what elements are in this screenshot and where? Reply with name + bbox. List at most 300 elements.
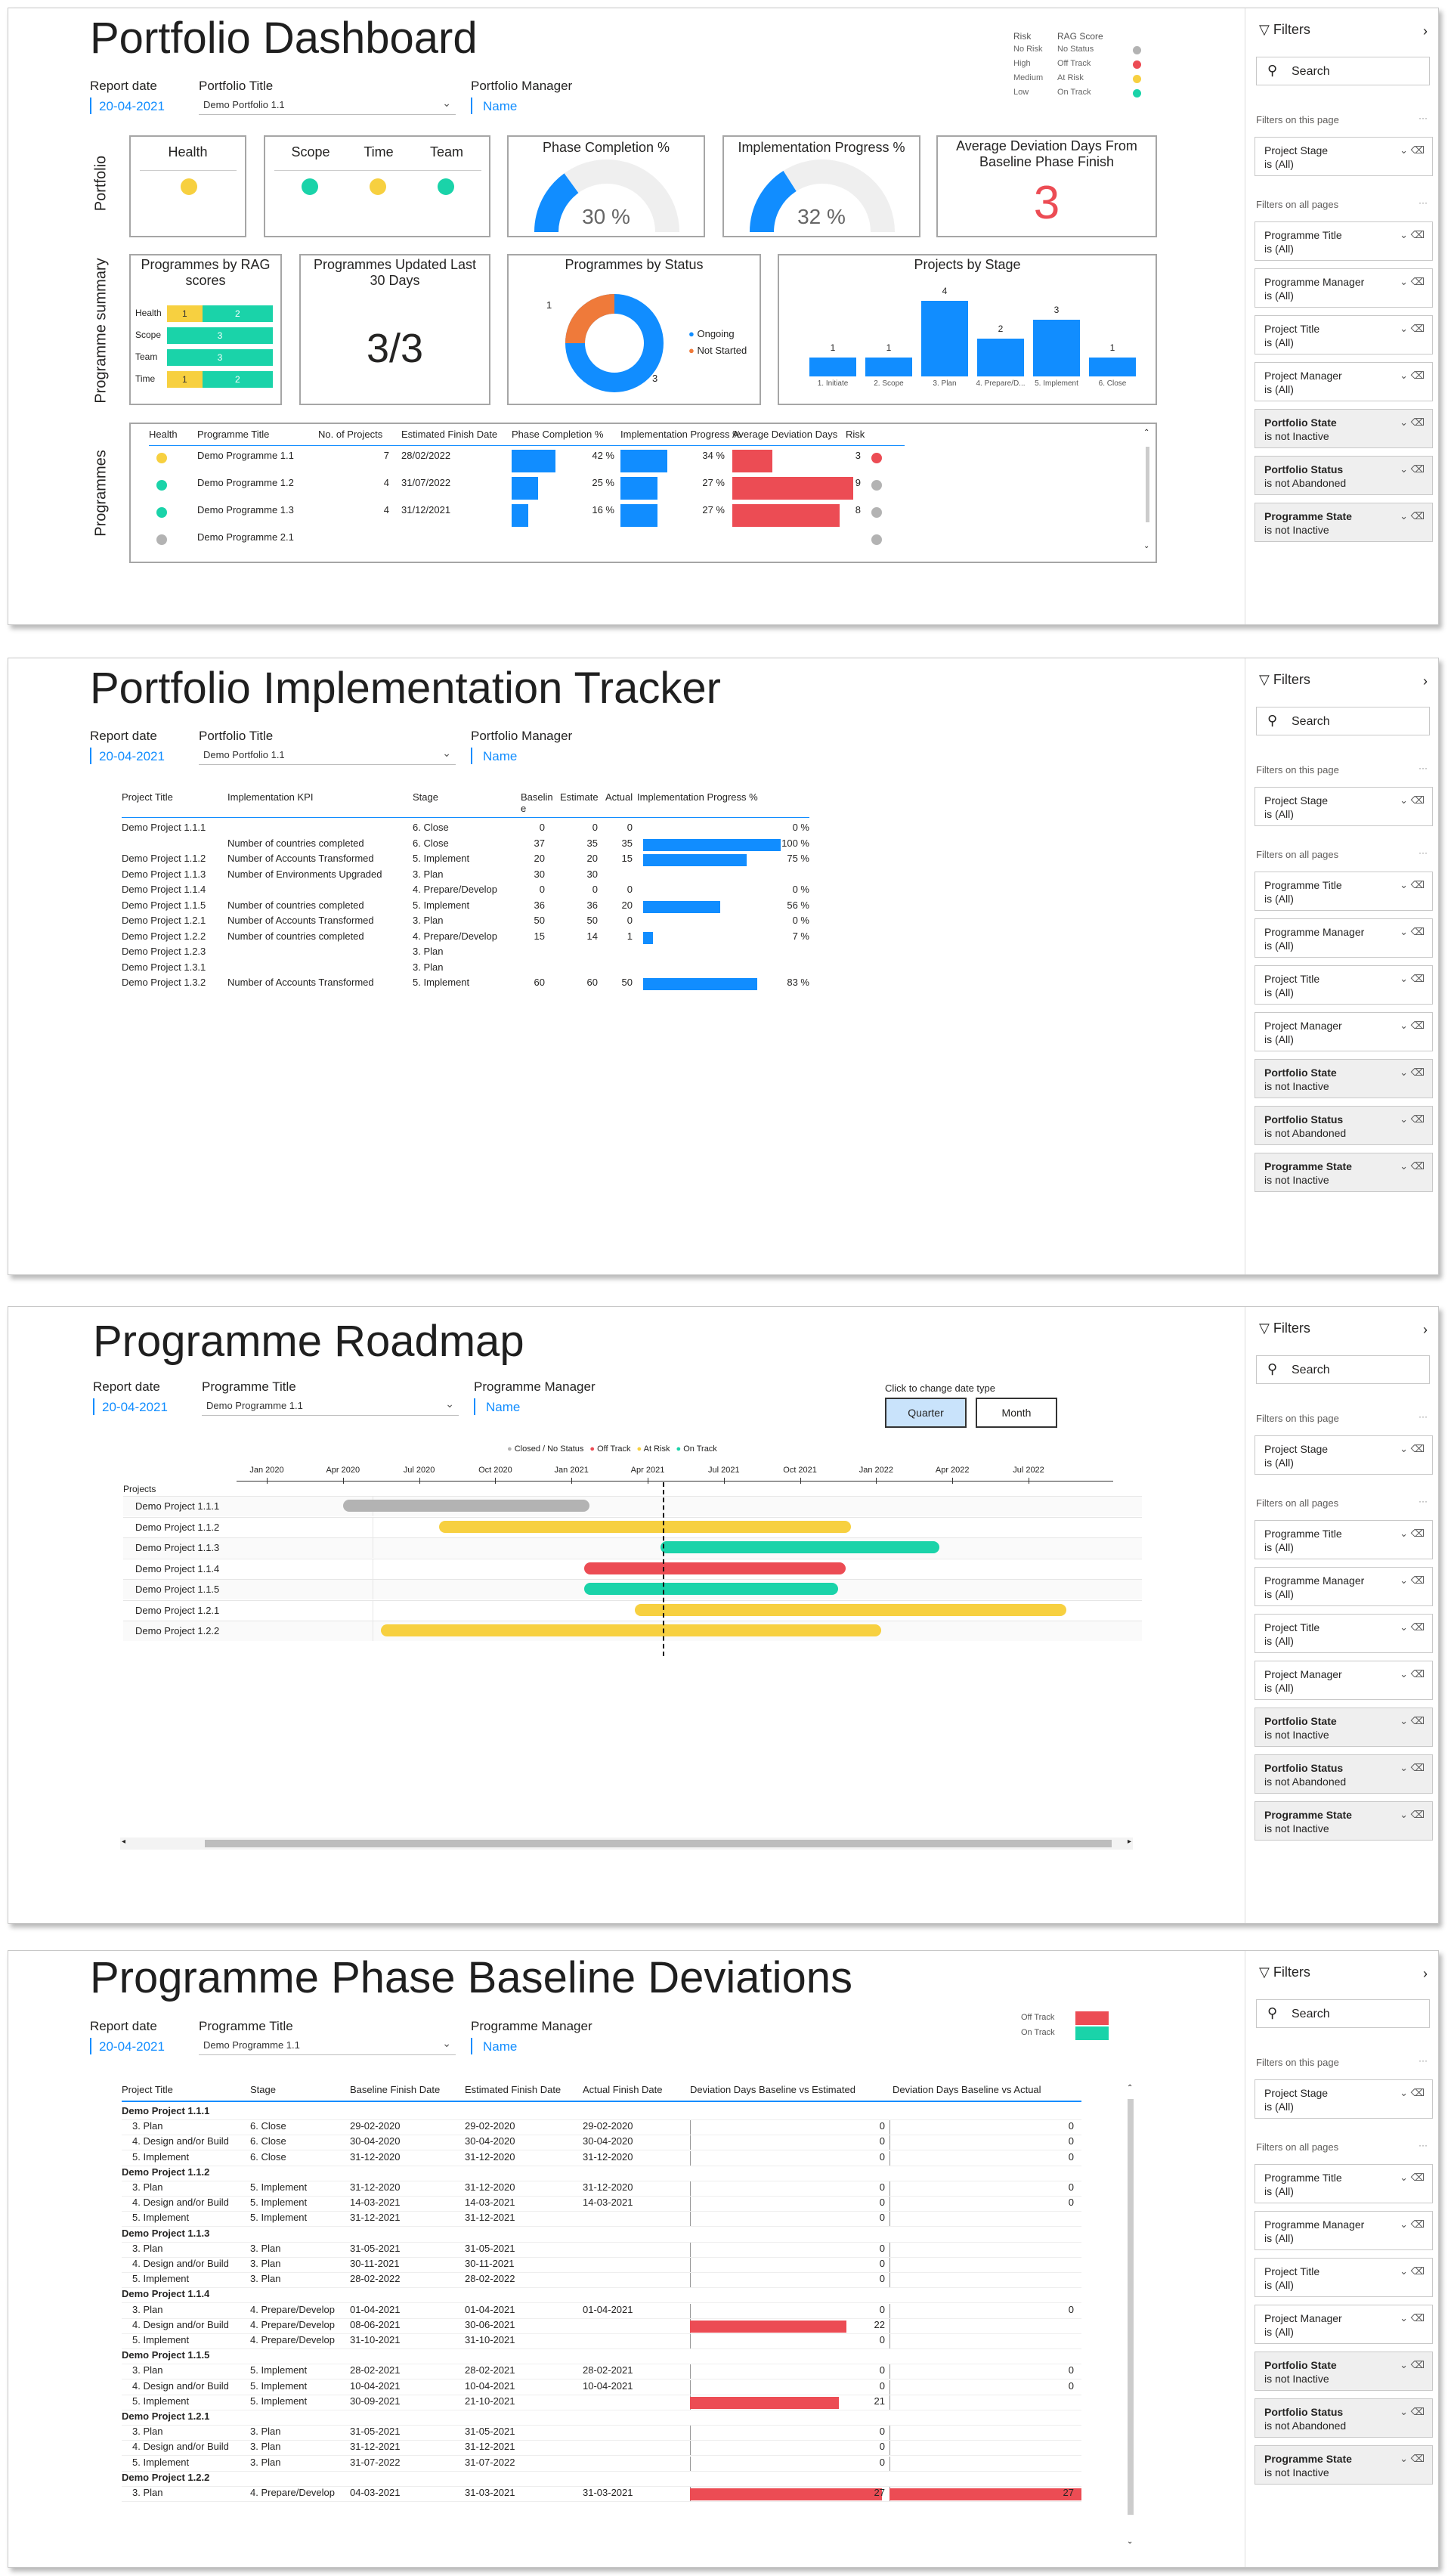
filter-actions-icon[interactable]: ⌄ ⌫ xyxy=(1400,1020,1425,1031)
gantt-legend xyxy=(507,1444,723,1454)
more-options-icon[interactable]: ··· xyxy=(1419,2140,1428,2150)
actual-finish-date: 31-03-2021 xyxy=(583,2487,633,2498)
filter-card-project-manager[interactable] xyxy=(1255,1012,1433,1051)
project-title[interactable]: Demo Project 1.1.1 xyxy=(122,822,206,833)
filter-card-project-stage[interactable] xyxy=(1255,1435,1433,1475)
filter-card-programme-state[interactable] xyxy=(1255,1801,1433,1841)
filter-actions-icon[interactable]: ⌄ ⌫ xyxy=(1400,879,1425,890)
column-header[interactable]: Implementation Progress % xyxy=(620,429,741,440)
report-date-value[interactable]: 20-04-2021 xyxy=(99,99,165,113)
filter-card-project-title[interactable] xyxy=(1255,965,1433,1005)
table-row[interactable] xyxy=(122,868,802,884)
filter-actions-icon[interactable]: ⌄ ⌫ xyxy=(1400,2359,1425,2370)
filter-card-programme-title[interactable] xyxy=(1255,221,1433,261)
gantt-project-label[interactable]: Demo Project 1.1.1 xyxy=(135,1500,220,1512)
filter-actions-icon[interactable]: ⌄ ⌫ xyxy=(1400,2453,1425,2464)
filter-card-portfolio-status[interactable] xyxy=(1255,1106,1433,1145)
deviation-estimated-value: 27 xyxy=(874,2487,885,2498)
estimated-finish-date: 21-10-2021 xyxy=(465,2395,515,2407)
table-row[interactable] xyxy=(131,450,1143,475)
filter-actions-icon[interactable]: ⌄ ⌫ xyxy=(1400,229,1425,240)
filters-on-page-label: Filters on this page xyxy=(1256,2057,1339,2068)
baseline-finish-date: 30-09-2021 xyxy=(350,2395,401,2407)
gantt-bar[interactable] xyxy=(584,1562,846,1574)
table-row[interactable] xyxy=(122,2441,1081,2456)
stage-bar[interactable] xyxy=(977,339,1024,376)
filter-name: Portfolio State xyxy=(1264,1715,1337,1727)
filter-card-project-stage[interactable] xyxy=(1255,787,1433,826)
filter-card-programme-manager[interactable] xyxy=(1255,268,1433,308)
filter-card-portfolio-state[interactable] xyxy=(1255,1059,1433,1098)
table-row[interactable] xyxy=(122,2319,1081,2334)
table-row[interactable] xyxy=(122,2151,1081,2166)
implementation-progress-value: 56 % xyxy=(787,899,809,911)
legend-dot xyxy=(1133,60,1141,69)
project-title[interactable]: Demo Project 1.3.1 xyxy=(122,961,206,973)
filter-actions-icon[interactable]: ⌄ ⌫ xyxy=(1400,2312,1425,2324)
health-card[interactable]: Health xyxy=(129,135,246,237)
table-row[interactable] xyxy=(122,2258,1081,2273)
programmes-by-rag-card[interactable]: Programmes by RAG scores Health 1 2 Scope 3 Team 3 Time 1 2 xyxy=(129,254,282,405)
filter-value: is (All) xyxy=(1264,2101,1294,2113)
table-row[interactable] xyxy=(122,2212,1081,2227)
filter-actions-icon[interactable]: ⌄ ⌫ xyxy=(1400,276,1425,287)
table-row[interactable] xyxy=(122,2135,1081,2150)
column-header[interactable]: Estimated Finish Date xyxy=(465,2084,562,2095)
project-group-title[interactable]: Demo Project 1.1.4 xyxy=(122,2288,210,2300)
filter-actions-icon[interactable]: ⌄ ⌫ xyxy=(1400,1113,1425,1125)
filter-card-programme-title[interactable] xyxy=(1255,1520,1433,1559)
implementation-progress-card[interactable]: Implementation Progress % 32 % xyxy=(722,135,920,237)
column-header[interactable]: Programme Title xyxy=(197,429,270,440)
portfolio-title-dropdown[interactable]: Demo Portfolio 1.1 ⌄ xyxy=(199,745,456,765)
project-group-title[interactable]: Demo Project 1.1.2 xyxy=(122,2166,210,2178)
filter-actions-icon[interactable]: ⌄ ⌫ xyxy=(1400,926,1425,937)
filter-card-project-title[interactable] xyxy=(1255,2258,1433,2297)
legend-not-started: ● Not Started xyxy=(688,345,747,356)
programme-title-dropdown[interactable]: Demo Programme 1.1 ⌄ xyxy=(199,2036,456,2055)
filter-actions-icon[interactable]: ⌄ ⌫ xyxy=(1400,1762,1425,1773)
project-group-title[interactable]: Demo Project 1.1.3 xyxy=(122,2227,210,2239)
portfolio-title-dropdown[interactable]: Demo Portfolio 1.1 ⌄ xyxy=(199,95,456,115)
filter-actions-icon[interactable]: ⌄ ⌫ xyxy=(1400,2406,1425,2417)
filter-card-programme-state[interactable] xyxy=(1255,2445,1433,2485)
programmes-table[interactable] xyxy=(129,423,1157,563)
portfolio-manager-value[interactable]: Name xyxy=(483,99,518,113)
filter-search-input[interactable] xyxy=(1256,707,1430,735)
baseline-finish-date: 30-04-2020 xyxy=(350,2135,401,2147)
table-row[interactable] xyxy=(122,2120,1081,2135)
filter-name: Project Title xyxy=(1264,2265,1320,2277)
filter-card-portfolio-status[interactable] xyxy=(1255,456,1433,495)
filter-actions-icon[interactable]: ⌄ ⌫ xyxy=(1400,2172,1425,2183)
project-title[interactable]: Demo Project 1.1.3 xyxy=(122,868,206,880)
project-group-title[interactable]: Demo Project 1.2.1 xyxy=(122,2410,210,2422)
filter-actions-icon[interactable]: ⌄ ⌫ xyxy=(1400,1160,1425,1172)
gantt-horizontal-scrollbar[interactable]: ◂ ▸ xyxy=(120,1838,1133,1850)
phase-completion-card[interactable]: Phase Completion % 30 % xyxy=(507,135,705,237)
chevron-down-icon: ⌄ xyxy=(442,97,451,109)
gantt-project-label[interactable]: Demo Project 1.1.2 xyxy=(135,1521,220,1533)
column-header[interactable]: Baselin e xyxy=(521,791,553,814)
filter-card-portfolio-status[interactable] xyxy=(1255,2398,1433,2438)
filter-name: Programme State xyxy=(1264,1809,1352,1821)
project-group-title[interactable]: Demo Project 1.2.2 xyxy=(122,2471,210,2483)
table-scrollbar[interactable]: ⌃ ⌄ xyxy=(1127,2084,1134,2546)
deviation-estimated-value: 22 xyxy=(874,2318,885,2330)
table-row[interactable] xyxy=(122,2304,1081,2319)
filter-actions-icon[interactable]: ⌄ ⌫ xyxy=(1400,2087,1425,2098)
gantt-project-label[interactable]: Demo Project 1.1.3 xyxy=(135,1542,220,1553)
date-type-label: Click to change date type xyxy=(885,1382,995,1394)
column-header[interactable]: Deviation Days Baseline vs Actual xyxy=(893,2084,1041,2095)
column-header[interactable]: Risk xyxy=(846,429,865,440)
more-options-icon[interactable]: ··· xyxy=(1419,763,1428,773)
filter-value: is (All) xyxy=(1264,2232,1294,2244)
table-row[interactable] xyxy=(122,2334,1081,2349)
column-header[interactable]: Actual xyxy=(605,791,633,803)
implementation-kpi: Number of countries completed xyxy=(227,837,364,849)
stage-bar[interactable] xyxy=(1089,358,1136,376)
baseline-finish-date: 31-12-2021 xyxy=(350,2212,401,2224)
collapse-filters-icon[interactable]: › xyxy=(1423,673,1428,689)
rag-bar-on-track[interactable]: 2 xyxy=(203,305,273,322)
deviation-actual-value: 27 xyxy=(1063,2487,1074,2498)
gantt-bar[interactable] xyxy=(584,1583,838,1595)
portfolio-title-label: Portfolio Title xyxy=(199,79,274,93)
column-header[interactable]: Actual Finish Date xyxy=(583,2084,663,2095)
programme-manager-value[interactable]: Name xyxy=(486,1400,521,1414)
filter-actions-icon[interactable]: ⌄ ⌫ xyxy=(1400,1574,1425,1586)
programme-title-label: Programme Title xyxy=(202,1379,296,1394)
baseline-finish-date: 28-02-2022 xyxy=(350,2273,401,2285)
table-row[interactable] xyxy=(122,2410,1081,2426)
more-options-icon[interactable]: ··· xyxy=(1419,2055,1428,2066)
table-row[interactable] xyxy=(131,504,1143,530)
stage-bar[interactable] xyxy=(921,301,968,376)
column-header[interactable]: Health xyxy=(149,429,178,440)
project-title[interactable]: Demo Project 1.1.2 xyxy=(122,853,206,864)
estimate: 60 xyxy=(586,977,598,988)
filter-value: is (All) xyxy=(1264,893,1294,905)
report-date-label: Report date xyxy=(93,1379,160,1394)
filter-actions-icon[interactable]: ⌄ ⌫ xyxy=(1400,794,1425,806)
phase: 5. Implement xyxy=(132,2273,190,2285)
roadmap-gantt[interactable] xyxy=(114,1466,1142,1677)
implementation-progress-value: 0 % xyxy=(792,884,809,895)
table-row[interactable] xyxy=(122,822,809,837)
implementation-kpi: Number of countries completed xyxy=(227,930,364,942)
table-row[interactable] xyxy=(122,2273,1081,2288)
stage-tick-label: 5. Implement xyxy=(1035,379,1078,388)
project-title[interactable]: Demo Project 1.3.2 xyxy=(122,977,206,988)
table-row[interactable] xyxy=(122,915,809,930)
portfolio-manager-value[interactable]: Name xyxy=(483,749,518,763)
table-row[interactable] xyxy=(122,2243,1081,2258)
programme-title[interactable]: Demo Programme 1.1 xyxy=(197,450,294,461)
filter-value: is (All) xyxy=(1264,940,1294,952)
filter-actions-icon[interactable]: ⌄ ⌫ xyxy=(1400,1528,1425,1539)
rag-bar-on-track[interactable]: 3 xyxy=(167,327,273,344)
filter-actions-icon[interactable]: ⌄ ⌫ xyxy=(1400,2265,1425,2277)
table-row[interactable] xyxy=(122,2181,1081,2197)
month-tick-label: Oct 2021 xyxy=(783,1466,817,1475)
filter-card-programme-manager[interactable] xyxy=(1255,918,1433,958)
stage: 3. Plan xyxy=(250,2273,281,2285)
project-group-title[interactable]: Demo Project 1.1.5 xyxy=(122,2349,210,2361)
deviation-estimated-value: 0 xyxy=(879,2426,885,2438)
filter-actions-icon[interactable]: ⌄ ⌫ xyxy=(1400,1715,1425,1726)
column-header[interactable]: Stage xyxy=(413,791,438,803)
project-title[interactable]: Demo Project 1.1.4 xyxy=(122,884,206,895)
column-header[interactable]: No. of Projects xyxy=(318,429,383,440)
table-row[interactable] xyxy=(122,2349,1081,2364)
average-deviation-card[interactable]: Average Deviation Days From Baseline Phase Finish 3 xyxy=(936,135,1157,237)
filter-actions-icon[interactable]: ⌄ ⌫ xyxy=(1400,2218,1425,2230)
filter-card-project-manager[interactable] xyxy=(1255,2305,1433,2344)
table-row[interactable] xyxy=(122,2166,1081,2181)
status-donut xyxy=(554,283,675,404)
estimate: 35 xyxy=(586,837,598,849)
actual: 15 xyxy=(621,853,633,864)
more-options-icon[interactable]: ··· xyxy=(1419,1411,1428,1422)
baseline-deviation-table[interactable] xyxy=(122,2084,1081,2553)
no-of-projects: 4 xyxy=(383,477,389,488)
rag-bar-at-risk[interactable]: 1 xyxy=(167,305,203,322)
stage-bar[interactable] xyxy=(1033,320,1080,376)
filter-search-input[interactable] xyxy=(1256,1999,1430,2028)
more-options-icon[interactable]: ··· xyxy=(1419,113,1428,123)
phase: 4. Design and/or Build xyxy=(132,2197,229,2209)
filter-actions-icon[interactable]: ⌄ ⌫ xyxy=(1400,463,1425,475)
average-deviation-value: 3 xyxy=(1033,177,1060,229)
column-header[interactable]: Stage xyxy=(250,2084,276,2095)
filter-card-programme-manager[interactable] xyxy=(1255,2211,1433,2250)
baseline: 15 xyxy=(534,930,545,942)
filter-card-project-manager[interactable] xyxy=(1255,362,1433,401)
column-header[interactable]: Implementation KPI xyxy=(227,791,314,803)
column-header[interactable]: Deviation Days Baseline vs Estimated xyxy=(690,2084,855,2095)
table-row[interactable] xyxy=(122,2228,1081,2243)
filter-actions-icon[interactable]: ⌄ ⌫ xyxy=(1400,1809,1425,1820)
filter-card-programme-state[interactable] xyxy=(1255,1153,1433,1192)
table-row[interactable] xyxy=(122,2487,1081,2502)
gantt-project-label[interactable]: Demo Project 1.1.5 xyxy=(135,1584,220,1595)
filter-actions-icon[interactable]: ⌄ ⌫ xyxy=(1400,510,1425,522)
report-date-value[interactable]: 20-04-2021 xyxy=(99,2039,165,2054)
project-title[interactable]: Demo Project 1.2.3 xyxy=(122,946,206,957)
filter-name: Programme State xyxy=(1264,510,1352,522)
phase-completion-value: 25 % xyxy=(592,477,614,488)
column-header[interactable]: Baseline Finish Date xyxy=(350,2084,441,2095)
project-group-title[interactable]: Demo Project 1.1.1 xyxy=(122,2105,210,2116)
filter-search-input[interactable] xyxy=(1256,1355,1430,1384)
table-row[interactable] xyxy=(122,2472,1081,2487)
programme-title[interactable]: Demo Programme 1.2 xyxy=(197,477,294,488)
column-header[interactable]: Estimate xyxy=(560,791,599,803)
filter-actions-icon[interactable]: ⌄ ⌫ xyxy=(1400,1067,1425,1078)
more-options-icon[interactable]: ··· xyxy=(1419,1496,1428,1506)
stage-bar-value: 2 xyxy=(998,324,1004,334)
filter-actions-icon[interactable]: ⌄ ⌫ xyxy=(1400,370,1425,381)
table-row[interactable] xyxy=(122,930,809,946)
filter-value: is not Inactive xyxy=(1264,2373,1329,2385)
scope-time-team-card[interactable]: Scope Time Team xyxy=(264,135,490,237)
programme-title[interactable]: Demo Programme 1.3 xyxy=(197,504,294,516)
collapse-filters-icon[interactable]: › xyxy=(1423,23,1428,39)
programme-title-dropdown[interactable]: Demo Programme 1.1 ⌄ xyxy=(202,1396,459,1416)
filter-card-programme-title[interactable] xyxy=(1255,872,1433,911)
column-header[interactable]: Implementation Progress % xyxy=(637,791,758,803)
table-row[interactable] xyxy=(122,2197,1081,2212)
deviation-estimated-value: 0 xyxy=(879,2120,885,2132)
column-header[interactable]: Average Deviation Days xyxy=(732,429,838,440)
projects-by-stage-card[interactable]: Projects by Stage 1 1. Initiate 1 2. Scope 4 3. Plan 2 4. Prepare/D... 3 5. Implement 1 6. Close xyxy=(778,254,1157,405)
table-row[interactable] xyxy=(122,884,809,899)
collapse-filters-icon[interactable]: › xyxy=(1423,1966,1428,1981)
programmes-side-label: Programmes xyxy=(92,450,110,537)
filter-card-project-manager[interactable] xyxy=(1255,1661,1433,1700)
filter-name: Programme Title xyxy=(1264,879,1342,891)
quarter-button[interactable]: Quarter xyxy=(885,1398,967,1428)
legend-text: Off Track xyxy=(597,1444,631,1454)
project-title[interactable]: Demo Project 1.2.2 xyxy=(122,930,206,942)
programmes-updated-card[interactable]: Programmes Updated Last 30 Days 3/3 xyxy=(299,254,490,405)
filter-actions-icon[interactable]: ⌄ ⌫ xyxy=(1400,1443,1425,1454)
baseline-finish-date: 30-11-2021 xyxy=(350,2258,400,2269)
gantt-project-label[interactable]: Demo Project 1.2.1 xyxy=(135,1604,220,1616)
column-header[interactable]: Phase Completion % xyxy=(512,429,604,440)
table-row[interactable] xyxy=(131,531,1143,557)
search-icon: ⚲ xyxy=(1267,1361,1278,1376)
filter-value: is (All) xyxy=(1264,1682,1294,1694)
phase-completion-value: 30 % xyxy=(582,205,630,228)
programme-title[interactable]: Demo Programme 2.1 xyxy=(197,531,294,543)
table-row[interactable] xyxy=(122,2395,1081,2410)
implementation-progress-value: 0 % xyxy=(792,915,809,926)
programme-manager-value[interactable]: Name xyxy=(483,2039,518,2054)
donut-not-started-slice xyxy=(575,304,614,343)
filters-pane xyxy=(1245,658,1438,1274)
column-header[interactable]: Project Title xyxy=(122,791,173,803)
implementation-kpi-table[interactable] xyxy=(122,791,809,988)
more-options-icon[interactable]: ··· xyxy=(1419,847,1428,858)
stage: 3. Plan xyxy=(413,946,444,957)
implementation-progress-bar xyxy=(620,504,657,527)
filter-card-portfolio-state[interactable] xyxy=(1255,2352,1433,2391)
rag-bar-at-risk[interactable]: 1 xyxy=(167,371,203,388)
filter-card-portfolio-state[interactable] xyxy=(1255,1708,1433,1747)
filter-card-project-title[interactable] xyxy=(1255,315,1433,355)
table-row[interactable] xyxy=(131,477,1143,503)
month-tick-label: Apr 2022 xyxy=(935,1466,970,1475)
rag-bar-on-track[interactable]: 3 xyxy=(167,349,273,366)
table-row[interactable] xyxy=(122,2364,1081,2379)
filter-actions-icon[interactable]: ⌄ ⌫ xyxy=(1400,1621,1425,1633)
report-date-value[interactable]: 20-04-2021 xyxy=(102,1400,168,1414)
stage: 3. Plan xyxy=(413,915,444,926)
filter-name: Project Manager xyxy=(1264,1020,1342,1032)
filter-actions-icon[interactable]: ⌄ ⌫ xyxy=(1400,416,1425,428)
filter-card-project-stage[interactable] xyxy=(1255,2079,1433,2119)
table-row[interactable] xyxy=(122,961,802,977)
project-title[interactable]: Demo Project 1.1.5 xyxy=(122,899,206,911)
legend-dot: ● xyxy=(507,1444,515,1454)
filter-card-programme-manager[interactable] xyxy=(1255,1567,1433,1606)
estimated-finish-date: 31-05-2021 xyxy=(465,2242,515,2254)
column-header[interactable]: Project Title xyxy=(122,2084,173,2095)
filter-card-programme-title[interactable] xyxy=(1255,2164,1433,2203)
filter-actions-icon[interactable]: ⌄ ⌫ xyxy=(1400,144,1425,156)
table-row[interactable] xyxy=(122,2380,1081,2395)
month-button[interactable]: Month xyxy=(976,1398,1057,1428)
stage-bar[interactable] xyxy=(865,358,912,376)
baseline: 36 xyxy=(534,899,545,911)
deviation-estimated-value: 0 xyxy=(879,2441,885,2453)
filter-search-input[interactable] xyxy=(1256,57,1430,85)
legend-risk: No Risk xyxy=(1013,45,1043,54)
table-scrollbar[interactable]: ⌃ ⌄ xyxy=(1143,429,1150,550)
filter-card-portfolio-status[interactable] xyxy=(1255,1754,1433,1794)
more-options-icon[interactable]: ··· xyxy=(1419,197,1428,208)
deviation-actual-value: 0 xyxy=(1068,2135,1074,2147)
filter-actions-icon[interactable]: ⌄ ⌫ xyxy=(1400,323,1425,334)
gantt-bar[interactable] xyxy=(343,1500,589,1512)
gantt-bar[interactable] xyxy=(381,1624,881,1636)
stage: 3. Plan xyxy=(250,2258,281,2269)
gantt-project-label[interactable]: Demo Project 1.2.2 xyxy=(135,1625,220,1636)
filter-actions-icon[interactable]: ⌄ ⌫ xyxy=(1400,1668,1425,1680)
project-title[interactable]: Demo Project 1.2.1 xyxy=(122,915,206,926)
phase: 5. Implement xyxy=(132,2334,190,2345)
filter-card-project-title[interactable] xyxy=(1255,1614,1433,1653)
table-row[interactable] xyxy=(122,853,809,868)
programmes-by-status-card[interactable]: Programmes by Status 1 3 ● Ongoing ● Not Started xyxy=(507,254,761,405)
table-row[interactable] xyxy=(122,899,809,915)
table-row[interactable] xyxy=(122,2457,1081,2472)
table-row[interactable] xyxy=(122,977,809,992)
page-title: Portfolio Implementation Tracker xyxy=(90,664,721,713)
report-date-value[interactable]: 20-04-2021 xyxy=(99,749,165,763)
gantt-bar[interactable] xyxy=(635,1604,1066,1616)
table-row[interactable] xyxy=(122,837,809,853)
filter-card-programme-state[interactable] xyxy=(1255,503,1433,542)
table-row[interactable] xyxy=(122,2105,1081,2120)
gantt-project-label[interactable]: Demo Project 1.1.4 xyxy=(135,1562,220,1574)
table-row[interactable] xyxy=(122,946,802,961)
filter-card-portfolio-state[interactable] xyxy=(1255,409,1433,448)
gantt-bar[interactable] xyxy=(661,1541,940,1553)
column-header[interactable]: Estimated Finish Date xyxy=(401,429,498,440)
table-row[interactable] xyxy=(122,2426,1081,2441)
baseline-finish-date: 29-02-2020 xyxy=(350,2120,401,2132)
filter-actions-icon[interactable]: ⌄ ⌫ xyxy=(1400,973,1425,984)
implementation-tracker-page xyxy=(8,658,1439,1275)
gantt-bar[interactable] xyxy=(439,1521,850,1533)
stage-bar[interactable] xyxy=(809,358,856,376)
legend-rag: Off Track xyxy=(1057,59,1091,68)
stage: 3. Plan xyxy=(250,2441,281,2453)
deviation-estimated-value: 0 xyxy=(879,2150,885,2163)
collapse-filters-icon[interactable]: › xyxy=(1423,1322,1428,1337)
filter-name: Portfolio Status xyxy=(1264,2406,1344,2418)
rag-bar-on-track[interactable]: 2 xyxy=(203,371,273,388)
deviation-estimated-value: 0 xyxy=(879,2181,885,2193)
filter-card-project-stage[interactable] xyxy=(1255,137,1433,176)
deviation-estimated-value: 0 xyxy=(879,2379,885,2392)
legend-off-track: Off Track xyxy=(1021,2013,1055,2022)
table-row[interactable] xyxy=(122,2288,1081,2303)
